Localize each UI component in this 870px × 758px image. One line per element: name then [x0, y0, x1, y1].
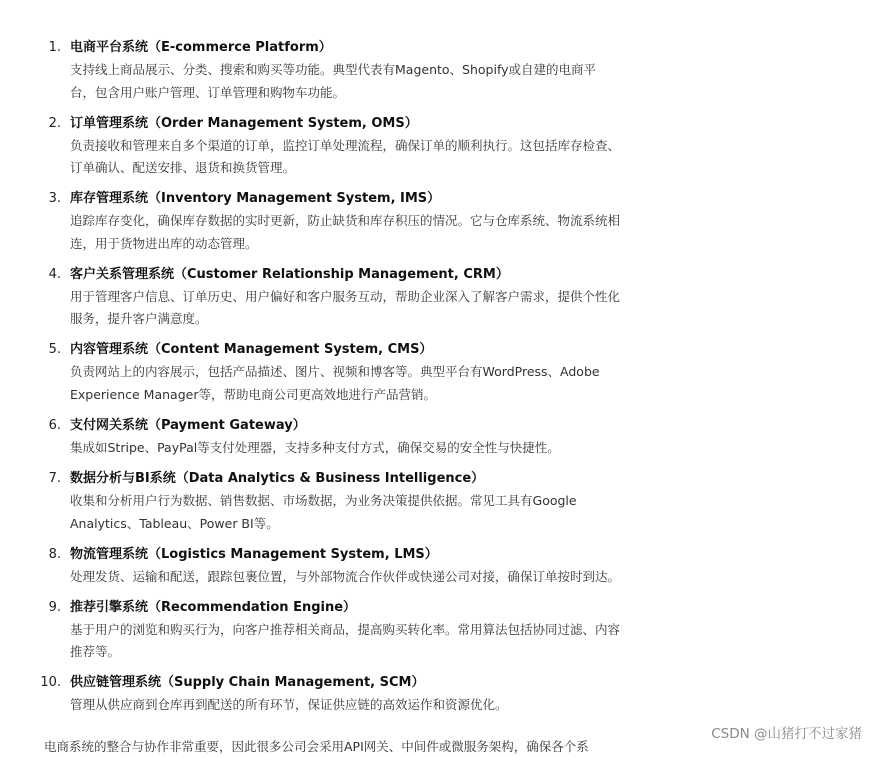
item-number: 3. [48, 191, 61, 207]
item-title: 电商平台系统（E-commerce Platform） [70, 40, 332, 55]
item-title: 订单管理系统（Order Management System, OMS） [70, 115, 418, 131]
item-title: 库存管理系统（Inventory Management System, IMS） [70, 191, 441, 207]
list-item [40, 113, 620, 180]
item-description: 支持线上商品展示、分类、搜索和购买等功能。典型代表有Magento、Shopify或自建的电商平台，包含用户账户管理、订单管理和购物车功能。 [70, 62, 597, 100]
list-item [40, 468, 620, 535]
item-title: 供应链管理系统（Supply Chain Management, SCM） [70, 675, 425, 691]
item-description: 管理从供应商到仓库再到配送的所有环节，保证供应链的高效运作和资源优化。 [70, 697, 508, 713]
item-title: 客户关系管理系统（Customer Relationship Management, CRM） [70, 266, 509, 282]
closing-paragraph: 电商系统的整合与协作非常重要，因此很多公司会采用API网关、中间件或微服务架构，确保各个系 [44, 739, 589, 754]
csdn-watermark: CSDN @山猪打不过家猪 [711, 726, 862, 742]
list-item [40, 597, 620, 664]
list-item [40, 544, 620, 589]
item-title: 内容管理系统（Content Management System, CMS） [70, 342, 433, 358]
item-description: 负责网站上的内容展示，包括产品描述、图片、视频和博客等。典型平台有WordPress、Adobe Experience Manager等，帮助电商公司更高效地进行产品营销。 [70, 364, 600, 402]
item-number: 6. [48, 417, 61, 433]
item-description: 负责接收和管理来自多个渠道的订单，监控订单处理流程，确保订单的顺利执行。这包括库存检查、订单确认、配送安排、退货和换货管理。 [70, 137, 621, 176]
item-description: 集成如Stripe、PayPal等支付处理器，支持多种支付方式，确保交易的安全性与快捷性。 [70, 439, 560, 455]
item-number: 9. [48, 599, 61, 615]
item-number: 1. [48, 40, 61, 55]
item-number: 7. [48, 471, 61, 487]
item-title: 物流管理系统（Logistics Management System, LMS） [70, 546, 438, 562]
list-item [40, 415, 620, 460]
ecommerce-systems-list [40, 37, 620, 725]
list-item [40, 264, 620, 331]
item-title: 支付网关系统（Payment Gateway） [70, 417, 306, 433]
item-number: 4. [48, 266, 61, 282]
item-title: 数据分析与BI系统（Data Analytics & Business Intelligence） [70, 471, 485, 487]
item-description: 收集和分析用户行为数据、销售数据、市场数据，为业务决策提供依据。常见工具有Google Analytics、Tableau、Power BI等。 [70, 493, 577, 531]
list-item [40, 37, 620, 104]
list-item [40, 672, 620, 717]
item-number: 5. [48, 342, 61, 358]
item-number: 10. [40, 675, 61, 691]
list-item [40, 339, 620, 406]
item-description: 追踪库存变化，确保库存数据的实时更新，防止缺货和库存积压的情况。它与仓库系统、物流系统相连，用于货物进出库的动态管理。 [70, 213, 621, 251]
item-title: 推荐引擎系统（Recommendation Engine） [70, 599, 357, 615]
list-item [40, 188, 620, 255]
item-number: 2. [48, 115, 61, 131]
item-description: 用于管理客户信息、订单历史、用户偏好和客户服务互动，帮助企业深入了解客户需求，提供个性化服务，提升客户满意度。 [70, 288, 621, 327]
item-number: 8. [48, 546, 61, 562]
item-description: 基于用户的浏览和购买行为，向客户推荐相关商品，提高购买转化率。常用算法包括协同过滤、内容推荐等。 [70, 621, 621, 660]
item-description: 处理发货、运输和配送，跟踪包裹位置，与外部物流合作伙伴或快递公司对接，确保订单按时到达。 [70, 568, 621, 584]
